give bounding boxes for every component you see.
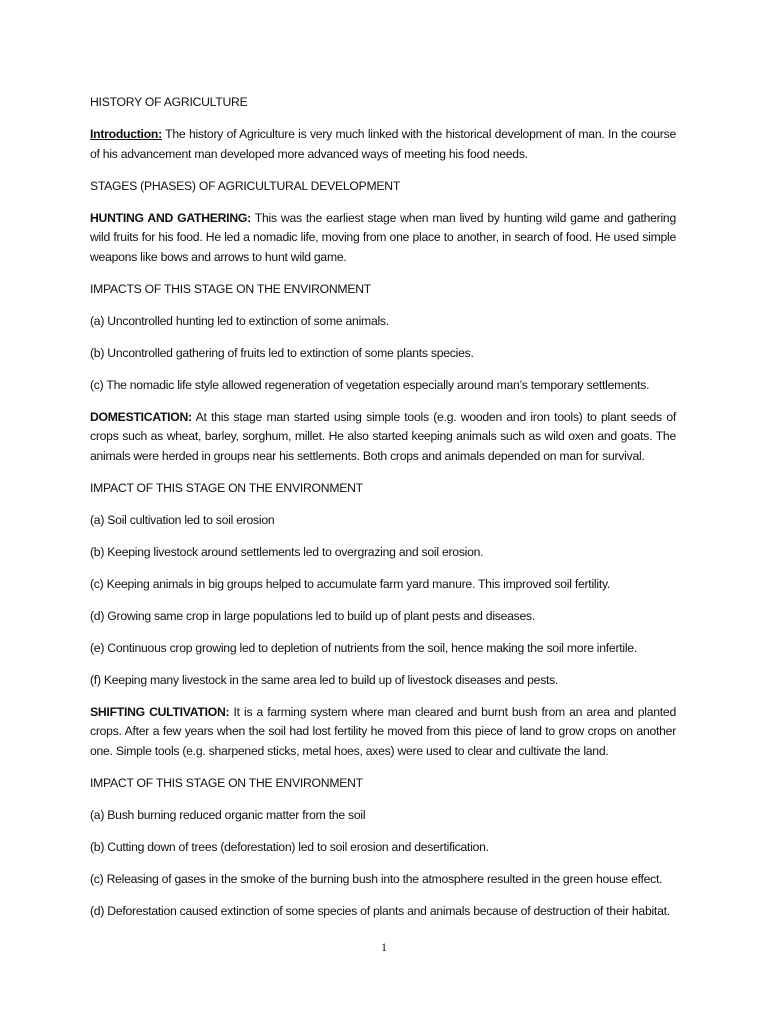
- hunting-label: HUNTING AND GATHERING:: [90, 210, 251, 225]
- hunting-impact-item: (c) The nomadic life style allowed regeneration of vegetation especially around man’s temporary settlements.: [90, 377, 650, 392]
- domestication-impact-item: (d) Growing same crop in large populations led to build up of plant pests and diseases.: [90, 608, 536, 623]
- domestication-impact-item: (b) Keeping livestock around settlements led to overgrazing and soil erosion.: [90, 544, 484, 559]
- hunting-impacts-heading: IMPACTS OF THIS STAGE ON THE ENVIRONMENT: [90, 281, 371, 296]
- shifting-impact-item: (b) Cutting down of trees (deforestation) led to soil erosion and desertification.: [90, 839, 489, 854]
- hunting-impact-item: (a) Uncontrolled hunting led to extinction of some animals.: [90, 313, 389, 328]
- stages-heading: STAGES (PHASES) OF AGRICULTURAL DEVELOPMENT: [90, 178, 401, 193]
- domestication-paragraph: [90, 408, 676, 467]
- domestication-impact-item: (a) Soil cultivation led to soil erosion: [90, 512, 275, 527]
- domestication-impact-item: (e) Continuous crop growing led to depletion of nutrients from the soil, hence making the soil more infertile.: [90, 640, 637, 655]
- shifting-impact-item: (a) Bush burning reduced organic matter from the soil: [90, 807, 366, 822]
- domestication-text: At this stage man started using simple tools (e.g. wooden and iron tools) to plant seeds of crops such as wheat, barley, sorghum, millet. He also started keeping animals such as wild oxen and goats. The animals were herded in groups near his settlements. Both crops and animals depended on man for survival.: [90, 409, 676, 463]
- hunting-text: This was the earliest stage when man lived by hunting wild game and gathering wild fruits for his food. He led a nomadic life, moving from one place to another, in search of food. He used simple weapons like bows and arrows to hunt wild game.: [90, 210, 676, 264]
- hunting-impact-item: (b) Uncontrolled gathering of fruits led to extinction of some plants species.: [90, 345, 474, 360]
- shifting-impacts-heading: IMPACT OF THIS STAGE ON THE ENVIRONMENT: [90, 775, 363, 790]
- shifting-cultivation-label: SHIFTING CULTIVATION:: [90, 704, 230, 719]
- domestication-impact-item: (f) Keeping many livestock in the same area led to build up of livestock diseases and pests.: [90, 672, 559, 687]
- shifting-cultivation-paragraph: [90, 703, 676, 762]
- document-page: [90, 93, 676, 934]
- domestication-label: DOMESTICATION:: [90, 409, 192, 424]
- document-title: HISTORY OF AGRICULTURE: [90, 95, 248, 109]
- domestication-impact-item: (c) Keeping animals in big groups helped to accumulate farm yard manure. This improved soil fertility.: [90, 576, 611, 591]
- introduction-paragraph: [90, 125, 676, 164]
- shifting-cultivation-text: It is a farming system where man cleared and burnt bush from an area and planted crops. After a few years when the soil had lost fertility he moved from this piece of land to grow crops on another one. Simple tools (e.g. sharpened sticks, metal hoes, axes) were used to clear and cultivate the land.: [90, 704, 676, 758]
- domestication-impacts-heading: IMPACT OF THIS STAGE ON THE ENVIRONMENT: [90, 480, 363, 495]
- shifting-impact-item: (c) Releasing of gases in the smoke of the burning bush into the atmosphere resulted in the green house effect.: [90, 871, 663, 886]
- introduction-label: Introduction:: [90, 127, 162, 141]
- page-number: 1: [381, 940, 387, 954]
- introduction-text: The history of Agriculture is very much linked with the historical development of man. In the course of his advancement man developed more advanced ways of meeting his food needs.: [90, 127, 676, 161]
- shifting-impact-item: (d) Deforestation caused extinction of some species of plants and animals because of destruction of their habitat.: [90, 903, 670, 918]
- hunting-paragraph: [90, 209, 676, 268]
